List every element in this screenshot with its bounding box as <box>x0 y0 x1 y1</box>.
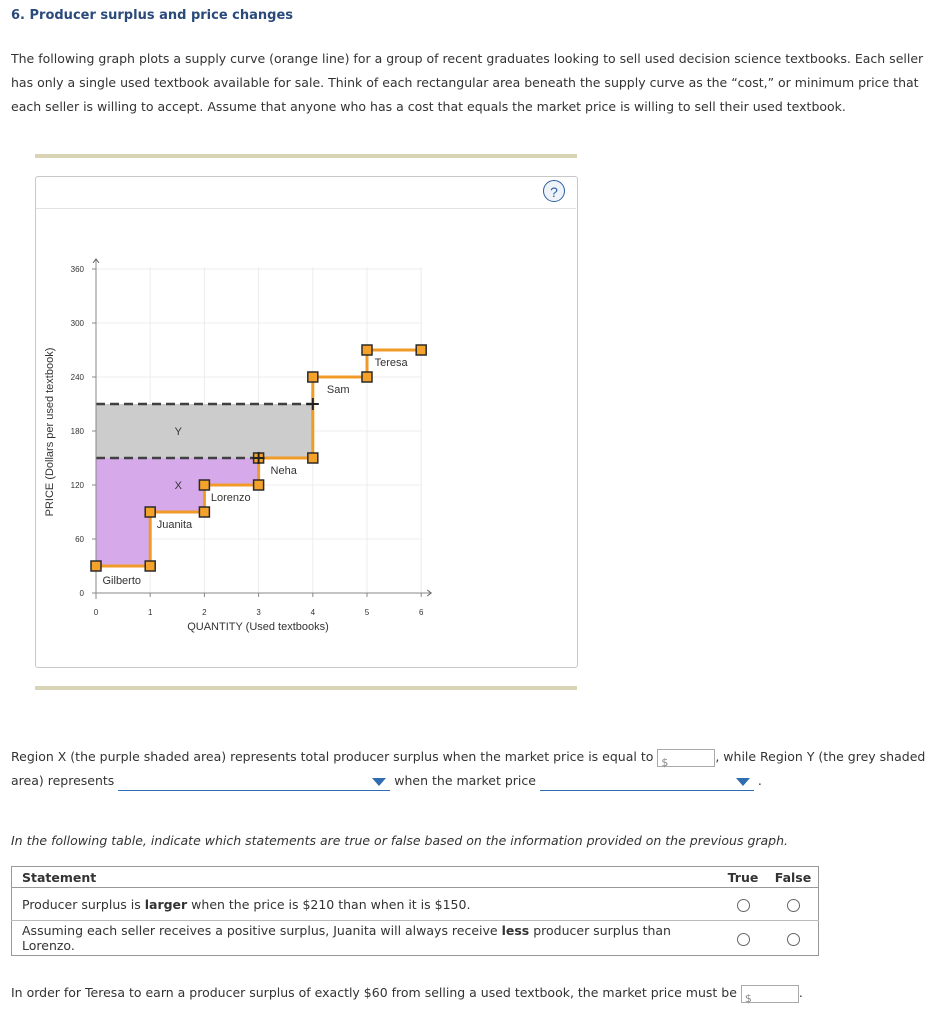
sentence1-part1: Region X (the purple shaded area) represents total producer surplus when the market price is equal to <box>11 749 654 764</box>
x-tick-label: 0 <box>93 608 99 617</box>
y-tick-label: 240 <box>70 373 84 382</box>
final-question-text: In order for Teresa to earn a producer surplus of exactly $60 from selling a used textbook, the market price must be <box>11 985 737 1000</box>
sentence1-line1 <box>11 745 925 769</box>
sentence1-part2: , while Region Y (the grey shaded <box>715 749 926 764</box>
dollar-sign: $ <box>744 991 752 1005</box>
x-tick-label: 6 <box>418 608 424 617</box>
region-x-price-input[interactable] <box>657 749 715 767</box>
table-row <box>12 921 819 956</box>
true-header: True <box>718 867 768 888</box>
x-axis-title: QUANTITY (Used textbooks) <box>187 621 329 633</box>
x-tick-label: 2 <box>202 608 207 617</box>
x-tick-label: 1 <box>147 608 153 617</box>
seller-label-juanita: Juanita <box>156 519 193 531</box>
table-row <box>12 888 819 921</box>
dollar-sign: $ <box>661 755 669 769</box>
statement-1-true-radio[interactable] <box>737 899 750 912</box>
sentence1-part4: when the market price <box>394 773 536 788</box>
statement-1-pre: Producer surplus is <box>22 896 145 912</box>
sentence1-part3: area) represents <box>11 773 115 788</box>
false-header: False <box>768 867 819 888</box>
supply-point-neha[interactable] <box>308 453 318 463</box>
region-x-label: X <box>174 480 182 492</box>
final-question <box>11 981 803 1005</box>
statement-2-bold: less <box>501 923 530 938</box>
supply-point-teresa[interactable] <box>362 345 372 355</box>
statement-1-bold: larger <box>144 896 188 912</box>
statement-2-true-cell <box>718 921 768 956</box>
statement-2-false-radio[interactable] <box>787 933 800 946</box>
y-tick-label: 0 <box>79 589 84 598</box>
statement-1-true-cell <box>718 888 768 921</box>
statement-header: Statement <box>12 867 719 888</box>
seller-label-lorenzo: Lorenzo <box>210 492 251 504</box>
sentence1-line2 <box>11 769 762 793</box>
supply-point-teresa[interactable] <box>416 345 426 355</box>
market-price-dropdown[interactable] <box>540 773 754 791</box>
statement-1 <box>12 888 719 921</box>
question-title: 6. Producer surplus and price changes <box>11 8 294 23</box>
sentence1-part5: . <box>757 773 762 788</box>
supply-point-sam[interactable] <box>308 372 318 382</box>
question-intro: The following graph plots a supply curve (orange line) for a group of recent graduates looking to sell used decision science textbooks. Each seller has only a single used textbook available for sale. Think of each rectangular area beneath the supply curve as the “cost,” or minimum price that each seller is willing to accept. Assume that anyone who has a cost that equals the market price is willing to sell their used textbook. <box>11 51 924 114</box>
supply-point-sam[interactable] <box>362 372 372 382</box>
region-y-represents-dropdown[interactable] <box>118 773 390 791</box>
supply-point-gilberto[interactable] <box>145 561 155 571</box>
supply-point-juanita[interactable] <box>145 507 155 517</box>
supply-point-lorenzo[interactable] <box>254 480 264 490</box>
y-tick-label: 300 <box>70 319 84 328</box>
seller-label-teresa: Teresa <box>374 357 408 369</box>
y-tick-label: 180 <box>70 427 84 436</box>
supply-point-juanita[interactable] <box>199 507 209 517</box>
statement-2-true-radio[interactable] <box>737 933 750 946</box>
help-icon[interactable]: ? <box>543 180 565 202</box>
true-false-table <box>11 866 819 956</box>
seller-label-sam: Sam <box>326 384 350 396</box>
y-tick-label: 60 <box>75 535 84 544</box>
chevron-down-icon <box>372 778 386 786</box>
seller-label-neha: Neha <box>270 465 297 477</box>
statement-1-false-cell <box>768 888 819 921</box>
statement-2 <box>12 921 719 956</box>
supply-point-lorenzo[interactable] <box>199 480 209 490</box>
table-header-row <box>12 867 819 888</box>
teresa-price-input[interactable] <box>741 985 799 1003</box>
region-y-label: Y <box>174 426 182 438</box>
statement-2-post: producer surplus than Lorenzo. <box>22 923 671 953</box>
x-tick-label: 5 <box>364 608 370 617</box>
statement-1-post: when the price is $210 than when it is $150. <box>187 896 471 912</box>
x-tick-label: 4 <box>310 608 316 617</box>
statement-2-pre: Assuming each seller receives a positive surplus, Juanita will always receive <box>22 923 502 938</box>
seller-label-gilberto: Gilberto <box>102 575 142 587</box>
y-tick-label: 120 <box>70 481 84 490</box>
table-instructions: In the following table, indicate which statements are true or false based on the information provided on the previous graph. <box>11 833 789 848</box>
y-tick-label: 360 <box>70 265 84 274</box>
final-question-end: . <box>798 985 803 1000</box>
chevron-down-icon <box>736 778 750 786</box>
statement-1-false-radio[interactable] <box>787 899 800 912</box>
statement-2-false-cell <box>768 921 819 956</box>
x-tick-label: 3 <box>256 608 261 617</box>
y-axis-title: PRICE (Dollars per used textbook) <box>44 347 56 517</box>
supply-point-gilberto[interactable] <box>91 561 101 571</box>
